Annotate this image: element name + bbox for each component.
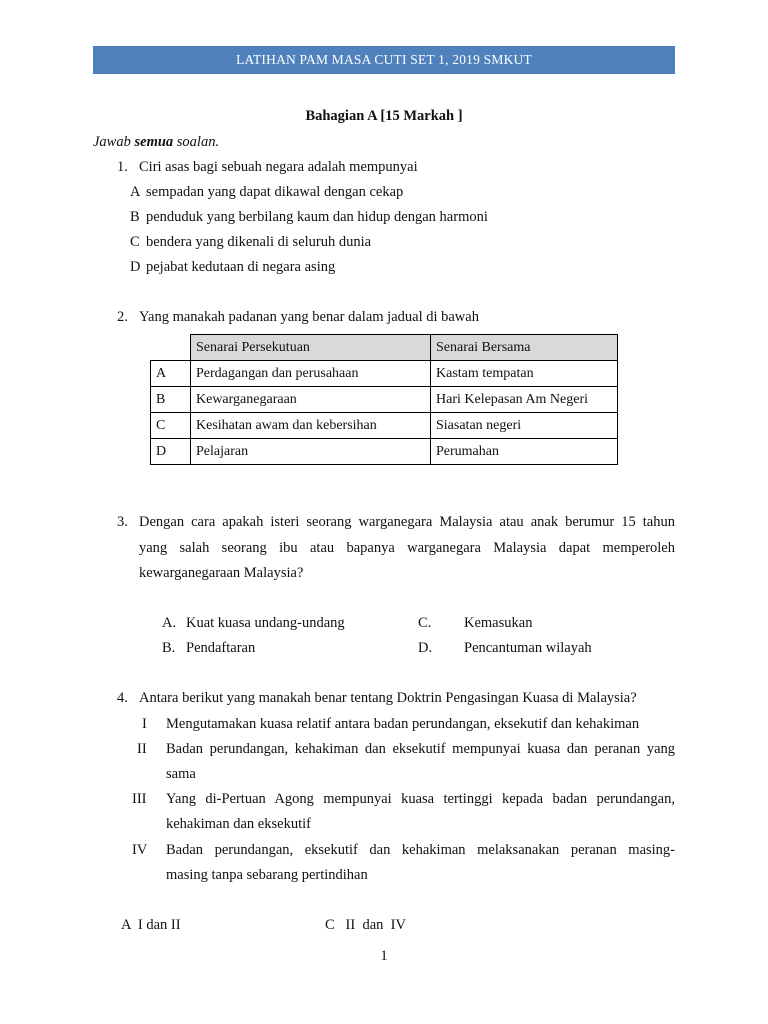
table-header-federal: Senarai Persekutuan [191, 335, 431, 361]
q4-statement-iii-line-2: kehakiman dan eksekutif [166, 816, 311, 832]
q1-option-a-letter: A [130, 184, 141, 200]
instruction-post: soalan. [173, 134, 220, 150]
instruction-bold: semua [134, 134, 174, 150]
table-row [151, 387, 618, 413]
q1-text: Ciri asas bagi sebuah negara adalah mempunyai [139, 159, 418, 175]
q3-option-a-text: Kuat kuasa undang-undang [186, 615, 345, 631]
q3-option-c-letter: C. [418, 615, 432, 631]
q4-statement-iv-roman: IV [132, 842, 148, 858]
table-header-shared: Senarai Bersama [431, 335, 618, 361]
table-row-letter: D [151, 439, 191, 465]
page-number: 1 [380, 948, 388, 964]
table-cell-shared: Perumahan [431, 439, 618, 465]
document-header-bar [93, 46, 675, 74]
q3-text-line-1: Dengan cara apakah isteri seorang warganegara Malaysia atau anak berumur 15 tahun [139, 514, 675, 530]
q2-number: 2. [117, 309, 128, 325]
q3-option-b-letter: B. [162, 640, 176, 656]
q4-number: 4. [117, 690, 128, 706]
q2-table [150, 334, 618, 465]
q1-option-d-letter: D [130, 259, 141, 275]
q4-statement-iii-line-1: Yang di-Pertuan Agong mempunyai kuasa tertinggi kepada badan perundangan, [166, 791, 675, 807]
q3-number: 3. [117, 514, 128, 530]
q1-number: 1. [117, 159, 128, 175]
section-title: Bahagian A [15 Markah ] [305, 108, 463, 124]
q4-statement-i-roman: I [142, 716, 147, 732]
q1-option-c-letter: C [130, 234, 140, 250]
table-row [151, 361, 618, 387]
table-corner-cell [151, 335, 191, 361]
table-header-row [151, 335, 618, 361]
q4-statement-iv-line-1: Badan perundangan, eksekutif dan kehakiman melaksanakan peranan masing- [166, 842, 675, 858]
q1-option-d-text: pejabat kedutaan di negara asing [146, 259, 336, 275]
table-row-letter: C [151, 413, 191, 439]
table-row [151, 439, 618, 465]
q4-statement-i-text: Mengutamakan kuasa relatif antara badan perundangan, eksekutif dan kehakiman [166, 716, 640, 732]
table-cell-shared: Kastam tempatan [431, 361, 618, 387]
instruction [93, 134, 219, 151]
table-row-letter: B [151, 387, 191, 413]
q4-statement-iv-line-2: masing tanpa sebarang pertindihan [166, 867, 368, 883]
table-row [151, 413, 618, 439]
table-cell-federal: Kesihatan awam dan kebersihan [191, 413, 431, 439]
q2-text: Yang manakah padanan yang benar dalam jadual di bawah [139, 309, 479, 325]
q3-option-b-text: Pendaftaran [186, 640, 256, 656]
q4-text: Antara berikut yang manakah benar tentang Doktrin Pengasingan Kuasa di Malaysia? [139, 690, 637, 706]
q1-option-b-letter: B [130, 209, 140, 225]
q1-option-c-text: bendera yang dikenali di seluruh dunia [146, 234, 372, 250]
q1-option-b-text: penduduk yang berbilang kaum dan hidup dengan harmoni [146, 209, 488, 225]
q4-statement-iii-roman: III [132, 791, 147, 807]
q4-answer-a: A I dan II [121, 917, 181, 933]
q3-option-d-text: Pencantuman wilayah [464, 640, 592, 656]
q3-text-line-2: yang salah seorang ibu atau bapanya warganegara Malaysia dapat memperoleh [139, 540, 675, 556]
table-cell-shared: Siasatan negeri [431, 413, 618, 439]
q1-option-a-text: sempadan yang dapat dikawal dengan cekap [146, 184, 404, 200]
table-cell-federal: Perdagangan dan perusahaan [191, 361, 431, 387]
instruction-pre: Jawab [93, 134, 135, 150]
q4-statement-ii-line-1: Badan perundangan, kehakiman dan eksekutif mempunyai kuasa dan peranan yang [166, 741, 675, 757]
header-title: LATIHAN PAM MASA CUTI SET 1, 2019 SMKUT [236, 52, 532, 67]
q3-option-a-letter: A. [162, 615, 177, 631]
q3-text-line-3: kewarganegaraan Malaysia? [139, 565, 304, 581]
q4-statement-ii-roman: II [137, 741, 147, 757]
table-cell-shared: Hari Kelepasan Am Negeri [431, 387, 618, 413]
table-row-letter: A [151, 361, 191, 387]
q4-answer-c: C II dan IV [325, 917, 406, 933]
table-cell-federal: Kewarganegaraan [191, 387, 431, 413]
q3-option-c-text: Kemasukan [464, 615, 533, 631]
q4-statement-ii-line-2: sama [166, 766, 196, 782]
q3-option-d-letter: D. [418, 640, 433, 656]
table-cell-federal: Pelajaran [191, 439, 431, 465]
